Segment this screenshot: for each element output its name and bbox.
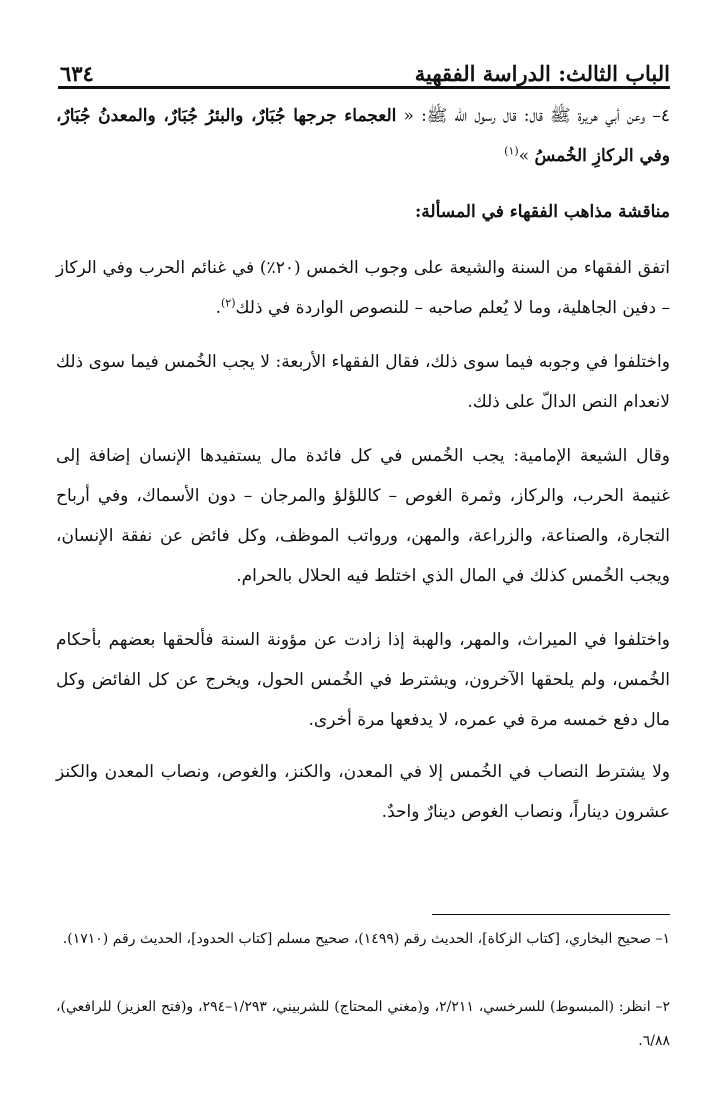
paragraph-2: واختلفوا في وجوبه فيما سوى ذلك، فقال الفقهاء الأربعة: لا يجب الخُمس فيما سوى ذلك لانعدام النص الدالّ على ذلك. <box>56 352 670 412</box>
section-heading: مناقشة مذاهب الفقهاء في المسألة: <box>415 202 670 222</box>
hadith-paragraph <box>56 96 670 176</box>
footnote-separator <box>432 914 670 915</box>
footnote-2: ٢– انظر: (المبسوط) للسرخسي، ٢/٢١١، و(مغني المحتاج) للشربيني، ١/٢٩٣–٢٩٤، و(فتح العزيز) للرافعي)، ٦/٨٨. <box>56 999 670 1049</box>
footnote-ref-1: (١) <box>504 144 519 158</box>
hadith-intro: ٤– وعن أبي هريرة ﷺ قال: قال رسول الله ﷺ: « <box>403 106 670 126</box>
page-header <box>60 46 670 86</box>
footnote-ref-2: (٢) <box>220 296 236 310</box>
page-number: ٦٣٤ <box>60 61 94 86</box>
paragraph-1-end: . <box>215 298 221 318</box>
paragraph-5: ولا يشترط النصاب في الخُمس إلا في المعدن، والكنز، والغوص، ونصاب المعدن والكنز عشرون ديناراً، ونصاب الغوص دينارٌ واحدٌ. <box>56 762 670 822</box>
paragraph-1-text: اتفق الفقهاء من السنة والشيعة على وجوب الخمس (٢٠٪) في غنائم الحرب وفي الركاز – دفين الجاهلية، وما لا يُعلم صاحبه – للنصوص الواردة في ذلك <box>56 258 670 318</box>
paragraph-3: وقال الشيعة الإمامية: يجب الخُمس في كل فائدة مال يستفيدها الإنسان إضافة إلى غنيمة الحرب، والركاز، وثمرة الغوص – كاللؤلؤ والمرجان – دون الأسماك، وفي أرباح التجارة، والصناعة، والزراعة، والمهن، ورواتب الموظف، وكل فائض عن نفقة الإنسان، ويجب الخُمس كذلك في المال الذي اختلط فيه الحلال بالحرام. <box>56 446 670 586</box>
paragraph-4: واختلفوا في الميراث، والمهر، والهبة إذا زادت عن مؤونة السنة فألحقها بعضهم بأحكام الخُمس، ولم يلحقها الآخرون، ويشترط في الخُمس الحول، ويخرج عن كل الفائض وكل مال دفع خمسه مرة في عمره، لا يدفعها مرة أخرى. <box>56 630 670 730</box>
chapter-title: الباب الثالث: الدراسة الفقهية <box>414 61 670 86</box>
paragraph-1 <box>56 248 670 328</box>
hadith-text: العجماء جرجها جُبَارٌ، والبئرُ جُبَارٌ، والمعدنُ جُبَارٌ، وفي الركازِ الخُمسُ <box>56 106 670 166</box>
hadith-close: » <box>518 146 530 166</box>
header-rule <box>58 86 670 89</box>
footnote-1: ١– صحيح البخاري، [كتاب الزكاة]، الحديث رقم (١٤٩٩)، صحيح مسلم [كتاب الحدود]، الحديث رقم (١٧١٠). <box>62 931 670 947</box>
